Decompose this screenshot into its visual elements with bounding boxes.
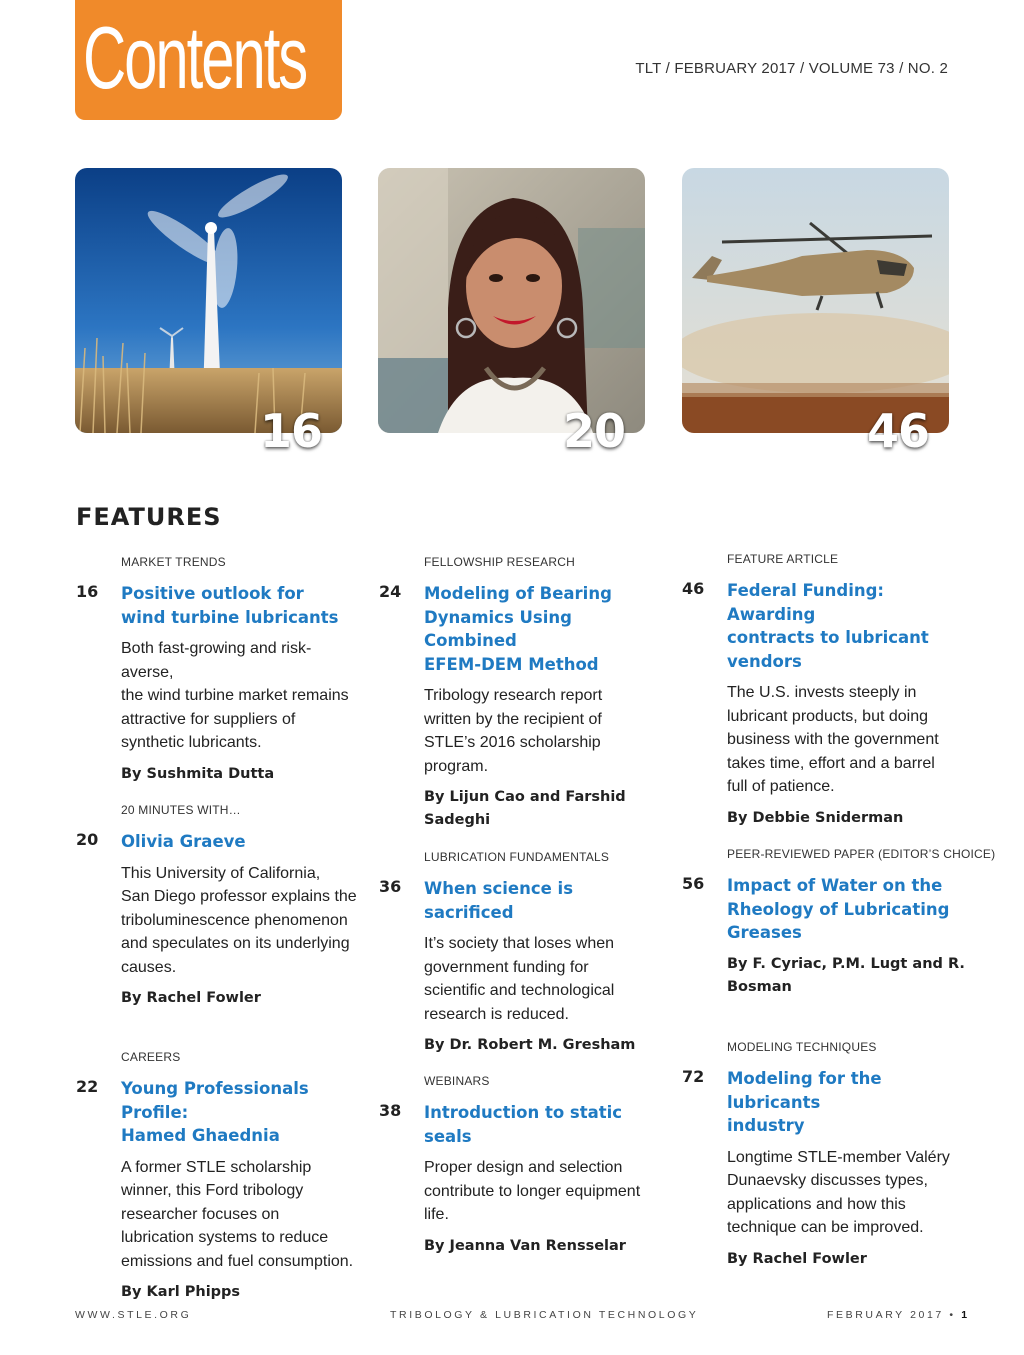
- feature-category: CAREERS: [121, 1050, 181, 1064]
- feature-title-line: When science is sacrificed: [424, 879, 574, 922]
- issue-line: TLT / FEBRUARY 2017 / VOLUME 73 / NO. 2: [635, 60, 948, 77]
- feature-title-line: Federal Funding: Awarding: [727, 581, 885, 624]
- feature-byline: [727, 807, 967, 830]
- feature-description-line: Longtime STLE-member Valéry: [727, 1148, 950, 1166]
- feature-description-line: contribute to longer equipment: [424, 1182, 641, 1200]
- feature-description: [121, 637, 361, 755]
- feature-description-line: life.: [424, 1206, 449, 1223]
- feature-byline-line: By Karl Phipps: [121, 1284, 241, 1300]
- feature-page-number: 24: [379, 582, 402, 601]
- feature-description-line: technique can be improved.: [727, 1219, 924, 1236]
- feature-description-line: attractive for suppliers of: [121, 710, 296, 728]
- feature-byline-line: By Sushmita Dutta: [121, 765, 275, 782]
- photo-page-number: 16: [259, 404, 322, 458]
- feature-description-line: scientific and technological: [424, 982, 615, 999]
- feature-description-line: Proper design and selection: [424, 1159, 623, 1176]
- feature-description-line: the wind turbine market remains: [121, 687, 349, 704]
- feature-description-line: synthetic lubricants.: [121, 734, 262, 751]
- feature-title-line: Modeling for the lubricants: [727, 1069, 882, 1112]
- photo-helicopter[interactable]: [682, 168, 949, 433]
- feature-title-line: wind turbine lubricants: [121, 607, 339, 627]
- photo-wind-turbine[interactable]: [75, 168, 342, 433]
- feature-byline-line: By Jeanna Van Rensselar: [424, 1237, 626, 1254]
- footer-page-number: 1: [961, 1309, 970, 1321]
- feature-title-line: industry: [727, 1116, 805, 1135]
- feature-title-line: Rheology of Lubricating: [727, 899, 950, 919]
- feature-title-line: Dynamics Using Combined: [424, 607, 572, 650]
- feature-description-line: The U.S. invests steeply in: [727, 684, 917, 701]
- feature-title[interactable]: [727, 874, 967, 945]
- feature-byline: [727, 1248, 967, 1271]
- feature-title[interactable]: [424, 877, 664, 924]
- photo-portrait[interactable]: [378, 168, 645, 433]
- feature-byline-line: By Dr. Robert M. Gresham: [424, 1037, 636, 1053]
- feature-byline-line: Bosman: [727, 978, 792, 995]
- feature-description-line: government funding for: [424, 958, 589, 976]
- feature-title-line: EFEM-DEM Method: [424, 654, 599, 674]
- feature-byline-line: By Lijun Cao and Farshid: [424, 789, 626, 805]
- contents-title: Contents: [83, 8, 307, 107]
- feature-entry[interactable]: [76, 555, 361, 786]
- feature-title[interactable]: [121, 830, 361, 854]
- feature-entry[interactable]: [379, 555, 664, 832]
- footer-publication: TRIBOLOGY & LUBRICATION TECHNOLOGY: [390, 1309, 699, 1321]
- feature-description-line: causes.: [121, 958, 177, 976]
- feature-description-line: lubrication systems to reduce: [121, 1229, 329, 1246]
- feature-category: FEATURE ARTICLE: [727, 552, 839, 566]
- footer-date-page: [827, 1309, 970, 1321]
- feature-description-line: San Diego professor explains the: [121, 888, 357, 905]
- feature-title-line: Young Professionals Profile:: [121, 1079, 309, 1122]
- feature-title-line: contracts to lubricant: [727, 628, 929, 647]
- feature-description: [727, 681, 967, 799]
- feature-title-line: Positive outlook for: [121, 584, 304, 603]
- feature-title[interactable]: [121, 582, 361, 629]
- feature-description: [121, 1156, 361, 1274]
- feature-title[interactable]: [424, 1101, 664, 1148]
- feature-byline-line: By Rachel Fowler: [121, 990, 261, 1006]
- feature-title-line: Hamed Ghaednia: [121, 1126, 280, 1145]
- feature-description-line: researcher focuses on: [121, 1205, 280, 1223]
- feature-title-line: Modeling of Bearing: [424, 584, 612, 603]
- feature-title[interactable]: [121, 1077, 361, 1148]
- footer-website[interactable]: WWW.STLE.ORG: [75, 1309, 192, 1321]
- feature-title-line: Introduction to static seals: [424, 1103, 623, 1146]
- feature-entry[interactable]: [682, 847, 996, 999]
- feature-description-line: triboluminescence phenomenon: [121, 911, 348, 929]
- feature-page-number: 72: [682, 1067, 705, 1086]
- feature-description-line: program.: [424, 757, 489, 775]
- feature-description-line: written by the recipient of: [424, 710, 602, 728]
- contents-tab: [75, 0, 342, 120]
- feature-byline: [121, 1281, 361, 1304]
- feature-byline-line: By Debbie Sniderman: [727, 809, 904, 826]
- feature-page-number: 46: [682, 579, 705, 598]
- feature-title[interactable]: [727, 579, 967, 673]
- feature-entry[interactable]: [76, 803, 361, 1010]
- feature-title-line: Olivia Graeve: [121, 832, 246, 851]
- photo-page-number: 20: [562, 404, 625, 458]
- footer-separator: •: [949, 1309, 956, 1321]
- feature-category: 20 MINUTES WITH…: [121, 803, 241, 817]
- feature-page-number: 38: [379, 1101, 402, 1120]
- feature-byline: [424, 1235, 664, 1258]
- feature-title[interactable]: [424, 582, 664, 676]
- feature-title-line: Greases: [727, 923, 802, 942]
- feature-description: [121, 862, 361, 980]
- footer-date: FEBRUARY 2017: [827, 1309, 944, 1321]
- feature-page-number: 20: [76, 830, 99, 849]
- feature-category: FELLOWSHIP RESEARCH: [424, 555, 575, 569]
- feature-description-line: This University of California,: [121, 864, 321, 882]
- feature-byline: [121, 987, 361, 1010]
- feature-title-line: vendors: [727, 651, 802, 671]
- feature-byline-line: By Rachel Fowler: [727, 1250, 867, 1267]
- feature-description-line: and speculates on its underlying: [121, 935, 350, 952]
- feature-page-number: 56: [682, 874, 705, 893]
- feature-byline: [424, 1034, 664, 1057]
- feature-description-line: It’s society that loses when: [424, 935, 615, 952]
- feature-description: [424, 932, 664, 1026]
- feature-description: [727, 1146, 967, 1240]
- feature-description-line: business with the government: [727, 731, 939, 748]
- feature-description: [424, 684, 664, 778]
- feature-page-number: 22: [76, 1077, 99, 1096]
- feature-title-line: Impact of Water on the: [727, 876, 943, 895]
- feature-page-number: 36: [379, 877, 402, 896]
- feature-description-line: A former STLE scholarship: [121, 1158, 312, 1176]
- feature-entry[interactable]: [379, 1074, 664, 1258]
- feature-byline: [727, 953, 967, 999]
- feature-description-line: Both fast-growing and risk-averse,: [121, 640, 312, 681]
- feature-title[interactable]: [727, 1067, 967, 1138]
- feature-byline: [424, 786, 664, 832]
- feature-byline-line: By F. Cyriac, P.M. Lugt and R.: [727, 955, 965, 972]
- feature-description-line: winner, this Ford tribology: [121, 1182, 304, 1199]
- feature-description-line: takes time, effort and a barrel: [727, 754, 935, 772]
- feature-page-number: 16: [76, 582, 99, 601]
- feature-description-line: research is reduced.: [424, 1005, 569, 1023]
- feature-category: MODELING TECHNIQUES: [727, 1040, 877, 1054]
- feature-description-line: Dunaevsky discusses types,: [727, 1172, 928, 1189]
- feature-entry[interactable]: [76, 1050, 361, 1304]
- feature-category: MARKET TRENDS: [121, 555, 226, 569]
- feature-category: PEER-REVIEWED PAPER (EDITOR’S CHOICE): [727, 847, 996, 861]
- feature-category: LUBRICATION FUNDAMENTALS: [424, 850, 610, 864]
- feature-byline: [121, 763, 361, 786]
- feature-description: [424, 1156, 664, 1227]
- feature-entry[interactable]: [682, 1040, 967, 1271]
- feature-byline-line: Sadeghi: [424, 812, 491, 828]
- feature-description-line: Tribology research report: [424, 687, 603, 704]
- feature-description-line: applications and how this: [727, 1195, 906, 1213]
- feature-description-line: lubricant products, but doing: [727, 707, 929, 725]
- feature-description-line: full of patience.: [727, 778, 835, 795]
- feature-category: WEBINARS: [424, 1074, 490, 1088]
- feature-entry[interactable]: [379, 850, 664, 1057]
- features-heading: FEATURES: [76, 503, 222, 531]
- feature-description-line: emissions and fuel consumption.: [121, 1252, 354, 1270]
- feature-description-line: STLE’s 2016 scholarship: [424, 734, 601, 751]
- photo-page-number: 46: [866, 404, 929, 458]
- feature-entry[interactable]: [682, 552, 967, 830]
